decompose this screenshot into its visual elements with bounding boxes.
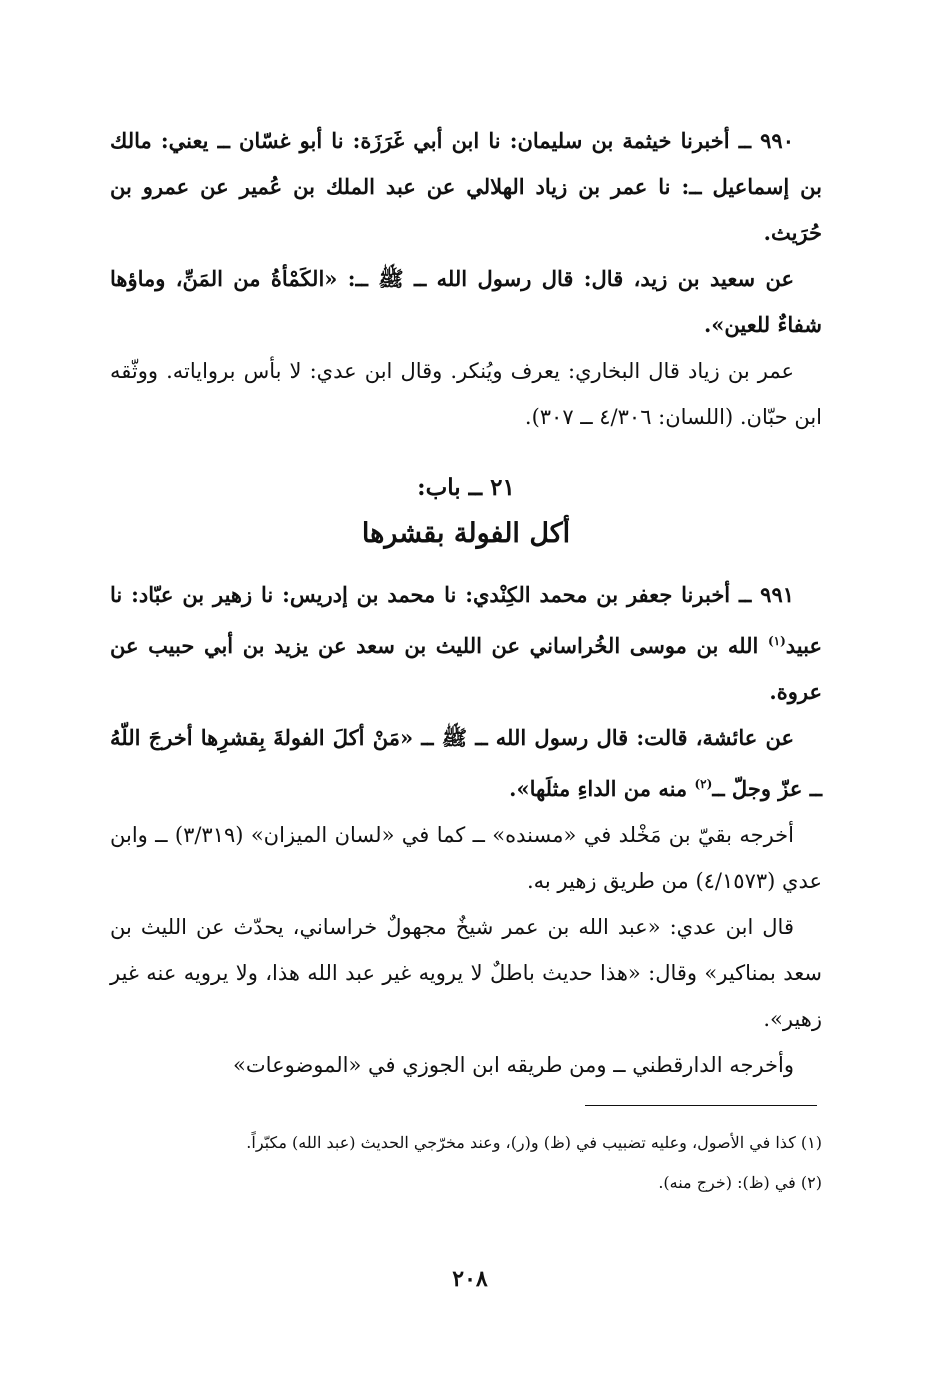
footnote-ref-1[interactable]: (١) — [767, 634, 786, 648]
takhrij-paragraph-2: قال ابن عدي: «عبد الله بن عمر شيخٌ مجهولٌ خراساني، يحدّث عن الليث بن سعد بمناكير» وقال: «هذا حديث باطلٌ لا يرويه غير عبد الله هذا، ولا يرويه عنه غير زهير». — [110, 915, 822, 1031]
footnotes — [110, 1128, 822, 1198]
takhrij-paragraph-3: وأخرجه الدارقطني ــ ومن طريقه ابن الجوزي في «الموضوعات» — [233, 1053, 794, 1077]
chapter-number: ٢١ ــ باب: — [417, 474, 515, 501]
footnote-2: (٢) في (ظ): (خرج منه). — [658, 1173, 822, 1192]
isnad-text: أخبرنا خيثمة بن سليمان: نا ابن أبي غَرَزَة: نا أبو غسّان ــ يعني: مالك بن إسماعيل ــ: نا عمر بن زياد الهلالي عن عبد الملك بن عُمير عن عمرو بن حُرَيث. — [110, 128, 822, 245]
hadith-number: ٩٩١ ــ — [739, 582, 795, 607]
main-text — [110, 118, 822, 1088]
footnote-ref-2[interactable]: (٢) — [694, 777, 713, 791]
isnad-text-cont: الله بن موسى الخُراساني عن الليث بن سعد عن يزيد بن أبي حبيب عن عروة. — [110, 633, 822, 704]
page-number: ٢٠٨ — [452, 1266, 488, 1292]
hadith-990-isnad — [110, 118, 822, 256]
matn-text-cont: منه من الداءِ مثلَها». — [509, 776, 695, 801]
footnote-divider — [585, 1105, 817, 1106]
hadith-990-commentary: عمر بن زياد قال البخاري: يعرف ويُنكر. وقال ابن عدي: لا بأس برواياته. ووثّقه ابن حبّان. (اللسان: ٤/٣٠٦ ــ ٣٠٧). — [110, 359, 822, 429]
matn-text: عن عائشة، قالت: قال رسول الله ــ ﷺ ــ «مَنْ أكلَ الفولةَ بِقشرِها أخرجَ اللّهُ ــ عزّ وجلّ ــ — [110, 725, 822, 801]
hadith-991-matn — [110, 715, 822, 812]
hadith-number: ٩٩٠ ــ — [738, 128, 794, 153]
isnad-text: أخبرنا جعفر بن محمد الكِنْدي: نا محمد بن إدريس: نا زهير بن عبّاد: نا عبيد — [110, 582, 822, 658]
hadith-990-matn: عن سعيد بن زيد، قال: قال رسول الله ــ ﷺ ــ: «الكَمْأةُ من المَنِّ، وماؤها شفاءٌ للعين». — [110, 266, 822, 337]
hadith-991-isnad — [110, 572, 822, 715]
chapter-title: أكل الفولة بقشرها — [361, 518, 571, 549]
footnote-1: (١) كذا في الأصول، وعليه تضبيب في (ظ) و(ر)، وعند مخرّجي الحديث (عبد الله) مكبّراً. — [246, 1133, 822, 1152]
takhrij-paragraph-1: أخرجه بقيّ بن مَخْلد في «مسنده» ــ كما في «لسان الميزان» (٣/٣١٩) ــ وابن عدي (٤/١٥٧٣) من طريق زهير به. — [110, 823, 822, 893]
